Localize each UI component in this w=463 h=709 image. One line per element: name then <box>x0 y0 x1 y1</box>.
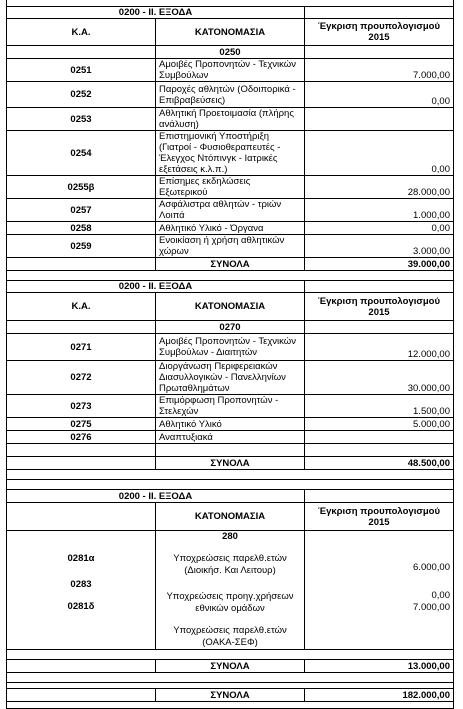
row-value: 1.500,00 <box>305 395 454 418</box>
row-value: 5.000,00 <box>305 418 454 431</box>
row-code: 0281δ <box>67 601 95 612</box>
header-name: ΚΑΤΟΝΟΜΑΣΙΑ <box>156 19 305 46</box>
row-value: 6.000,00 <box>413 562 450 573</box>
row-code: 0254 <box>7 131 156 176</box>
row-code: 0258 <box>7 222 156 235</box>
total-label: ΣΥΝΟΛΑ <box>156 457 305 470</box>
group-code: 0250 <box>156 46 305 59</box>
row-code: 0251 <box>7 59 156 82</box>
row-code: 0255β <box>7 176 156 199</box>
budget-sheet <box>6 0 454 709</box>
row-code: 0276 <box>7 431 156 444</box>
row-name: Αμοιβές Προπονητών - Τεχνικών Συμβούλων <box>156 59 305 82</box>
row-code: 0281α <box>67 553 95 564</box>
row-value: 7.000,00 <box>305 59 454 82</box>
header-name: ΚΑΤΟΝΟΜΑΣΙΑ <box>156 503 305 531</box>
row-name: Αθλητική Προετοιμασία (πλήρης ανάλυση) <box>156 108 305 131</box>
group-code: 280 <box>222 531 238 542</box>
total-label: ΣΥΝΟΛΑ <box>156 660 305 673</box>
row-name: Διοργάνωση Περιφερειακών Διασυλλογικών - Πανελληνίων Πρωταθλημάτων <box>156 361 305 395</box>
row-name: Υποχρεώσεις παρελθ.ετών (Διοικήσ. Και Λειτουρ) <box>173 553 287 576</box>
row-code: 0283 <box>70 579 92 590</box>
row-code: 0275 <box>7 418 156 431</box>
section-title: 0200 - ΙΙ. ΕΞΟΔΑ <box>7 7 305 19</box>
row-name: Αναπτυξιακά <box>156 431 305 444</box>
row-name: Αθλητικό Υλικό <box>156 418 305 431</box>
row-code: 0257 <box>7 199 156 222</box>
row-code: 0272 <box>7 361 156 395</box>
row-code: 0253 <box>7 108 156 131</box>
row-value: 30.000,00 <box>305 361 454 395</box>
group-code: 0270 <box>156 321 305 334</box>
total-label: ΣΥΝΟΛΑ <box>156 258 305 271</box>
row-value: 0,00 <box>305 131 454 176</box>
row-value: 0,00 <box>305 82 454 108</box>
row-name: Ασφάλιστρα αθλητών - τριών Λοιπά <box>156 199 305 222</box>
row-name: Επίσημες εκδηλώσεις Εξωτερικού <box>156 176 305 199</box>
row-name: Επιμόρφωση Προπονητών - Στελεχών <box>156 395 305 418</box>
row-value <box>305 108 454 131</box>
row-value: 1.000,00 <box>305 199 454 222</box>
header-approval: Έγκριση προυπολογισμού 2015 <box>305 503 454 531</box>
row-name: Υποχρεώσεις παρελθ.ετών (ΟΑΚΑ-ΣΕΦ) <box>173 625 287 648</box>
row-value: 28.000,00 <box>305 176 454 199</box>
total-value: 13.000,00 <box>305 660 454 673</box>
row-value <box>305 431 454 444</box>
row-code: 0259 <box>7 235 156 258</box>
row-value: 12.000,00 <box>305 334 454 361</box>
budget-table-1 <box>6 0 454 709</box>
row-code: 0271 <box>7 334 156 361</box>
header-code: Κ.Α. <box>7 19 156 46</box>
row-name: Επιστημονική Υποστήριξη (Γιατροί - Φυσιοθεραπευτές - Έλεγχος Ντόπινγκ - Ιατρικές εξετάσεις κ.λ.π.) <box>156 131 305 176</box>
header-name: ΚΑΤΟΝΟΜΑΣΙΑ <box>156 293 305 321</box>
row-name: Αθλητικό Υλικό - Όργανα <box>156 222 305 235</box>
row-code: 0252 <box>7 82 156 108</box>
row-name: Παροχές αθλητών (Οδοιπορικά - Επιβραβεύσεις) <box>156 82 305 108</box>
row-value: 7.000,00 <box>413 602 450 613</box>
row-value: 3.000,00 <box>305 235 454 258</box>
row-name: Ενοικίαση ή χρήση αθλητικών χώρων <box>156 235 305 258</box>
header-code: Κ.Α. <box>7 293 156 321</box>
row-code: 0273 <box>7 395 156 418</box>
section-title: 0200 - ΙΙ. ΕΞΟΔΑ <box>7 281 305 293</box>
header-approval: Έγκριση προυπολογισμού 2015 <box>305 19 454 46</box>
grand-total-value: 182.000,00 <box>305 689 454 702</box>
row-value: 0,00 <box>431 590 450 601</box>
row-value: 0,00 <box>305 222 454 235</box>
total-value: 48.500,00 <box>305 457 454 470</box>
header-approval: Έγκριση προυπολογισμού 2015 <box>305 293 454 321</box>
section-title: 0200 - ΙΙ. ΕΞΟΔΑ <box>7 490 305 503</box>
row-name: Αμοιβές Προπονητών - Τεχνικών Συμβούλων - Διαιτητών <box>156 334 305 361</box>
row-name: Υποχρεώσεις προηγ.χρήσεων εθνικών ομάδων <box>166 591 294 614</box>
grand-total-label: ΣΥΝΟΛΑ <box>156 689 305 702</box>
total-value: 39.000,00 <box>305 258 454 271</box>
